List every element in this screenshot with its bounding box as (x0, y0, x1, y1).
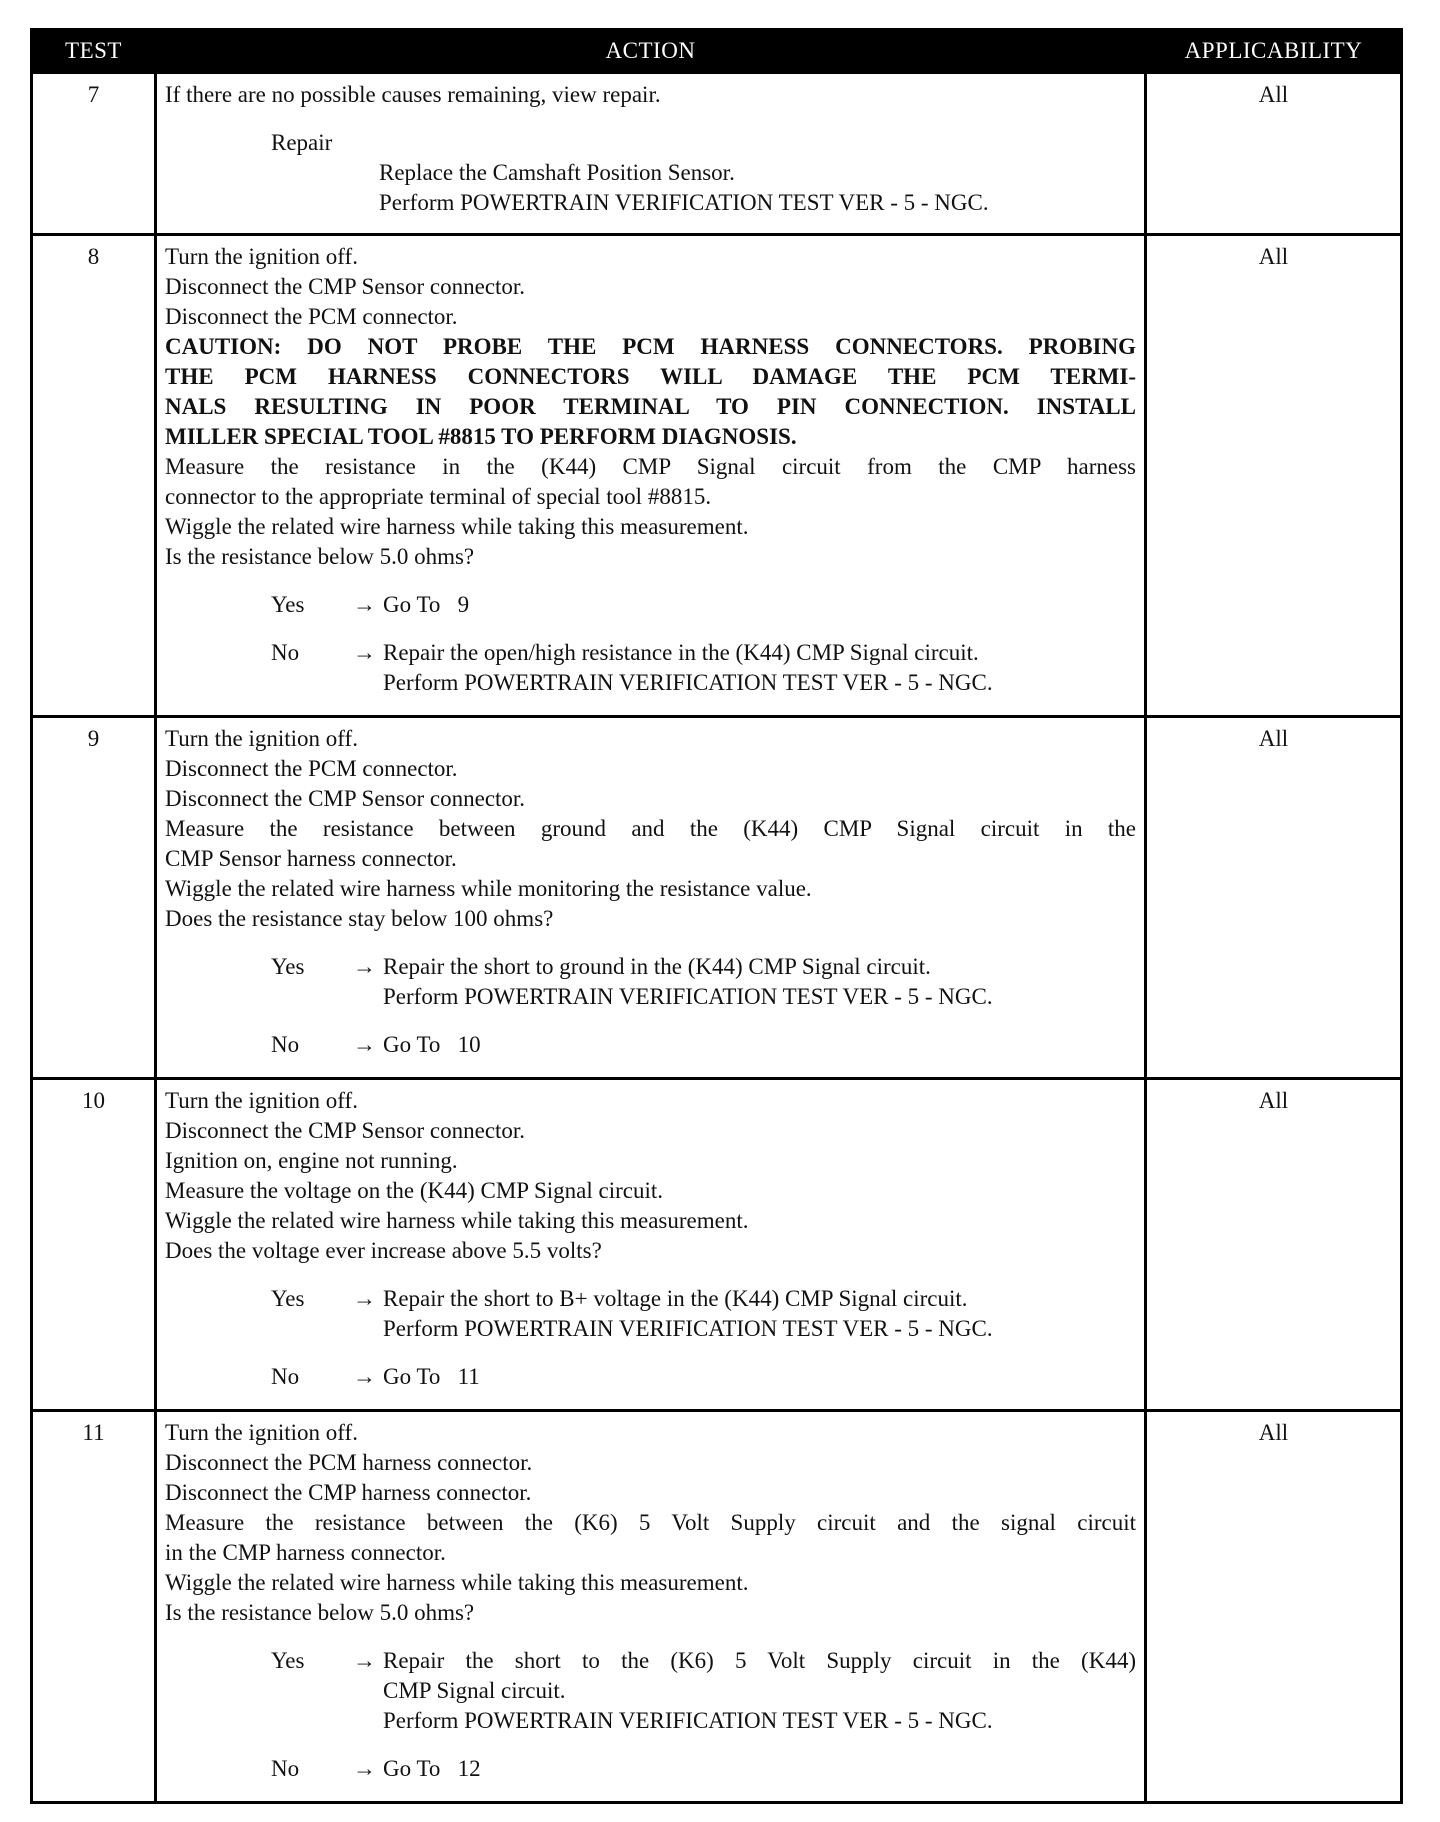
caution-line: THE PCM HARNESS CONNECTORS WILL DAMAGE THE PCM TERMI- (165, 364, 1136, 389)
answer-label: No (271, 640, 300, 665)
action-line: Is the resistance below 5.0 ohms? (165, 544, 475, 569)
answer-text: Go To 11 (383, 1364, 480, 1389)
arrow-icon: → (353, 1286, 376, 1311)
action-cell (156, 717, 1146, 1079)
action-line: Wiggle the related wire harness while taking this measurement. (165, 1208, 749, 1233)
answer-yes (271, 1284, 1136, 1344)
caution-line: CAUTION: DO NOT PROBE THE PCM HARNESS CONNECTORS. PROBING (165, 334, 1136, 359)
repair-label: Repair (271, 130, 333, 155)
answer-label: Yes (271, 954, 305, 979)
answer-text: Perform POWERTRAIN VERIFICATION TEST VER - 5 - NGC. (383, 984, 993, 1009)
action-line: Disconnect the PCM connector. (165, 304, 458, 329)
answer-label: No (271, 1756, 300, 1781)
test-number: 7 (32, 73, 156, 235)
test-number: 9 (32, 717, 156, 1079)
arrow-icon: → (353, 1032, 376, 1057)
arrow-icon: → (353, 1756, 376, 1781)
caution-line: MILLER SPECIAL TOOL #8815 TO PERFORM DIAGNOSIS. (165, 424, 797, 449)
answer-text: Repair the short to B+ voltage in the (K44) CMP Signal circuit. (383, 1286, 968, 1311)
arrow-icon: → (353, 640, 376, 665)
answer-text: Perform POWERTRAIN VERIFICATION TEST VER - 5 - NGC. (383, 670, 993, 695)
answer-label: No (271, 1364, 300, 1389)
action-line: Measure the resistance between ground and the (K44) CMP Signal circuit in the (165, 816, 1136, 841)
table-header-row (32, 30, 1402, 73)
test-number: 11 (32, 1411, 156, 1803)
header-applicability: APPLICABILITY (1146, 30, 1402, 73)
action-line: Disconnect the PCM harness connector. (165, 1450, 533, 1475)
applicability-cell: All (1146, 1411, 1402, 1803)
answer-text: CMP Signal circuit. (383, 1678, 566, 1703)
action-line: Wiggle the related wire harness while taking this measurement. (165, 514, 749, 539)
applicability-cell: All (1146, 73, 1402, 235)
action-line: Turn the ignition off. (165, 244, 358, 269)
repair-line: Perform POWERTRAIN VERIFICATION TEST VER - 5 - NGC. (379, 190, 989, 215)
action-line: CMP Sensor harness connector. (165, 846, 457, 871)
arrow-icon: → (353, 592, 376, 617)
answer-text: Perform POWERTRAIN VERIFICATION TEST VER - 5 - NGC. (383, 1316, 993, 1341)
action-line: If there are no possible causes remaining, view repair. (165, 82, 661, 107)
action-line: connector to the appropriate terminal of special tool #8815. (165, 484, 712, 509)
repair-block (271, 128, 1136, 218)
caution-notice (165, 332, 1136, 452)
caution-line: NALS RESULTING IN POOR TERMINAL TO PIN CONNECTION. INSTALL (165, 394, 1136, 419)
action-line: Disconnect the CMP harness connector. (165, 1480, 532, 1505)
table-row (32, 235, 1402, 717)
action-line: Disconnect the CMP Sensor connector. (165, 786, 526, 811)
answer-no (271, 1030, 1136, 1060)
header-test: TEST (32, 30, 156, 73)
action-line: Does the voltage ever increase above 5.5 volts? (165, 1238, 602, 1263)
table-row (32, 73, 1402, 235)
action-line: Measure the voltage on the (K44) CMP Signal circuit. (165, 1178, 664, 1203)
test-number: 10 (32, 1079, 156, 1411)
answer-label: No (271, 1032, 300, 1057)
action-line: Disconnect the CMP Sensor connector. (165, 274, 526, 299)
action-line: Does the resistance stay below 100 ohms? (165, 906, 554, 931)
answer-label: Yes (271, 1648, 305, 1673)
answer-text: Repair the short to ground in the (K44) CMP Signal circuit. (383, 954, 931, 979)
answer-text: Repair the open/high resistance in the (K44) CMP Signal circuit. (383, 640, 979, 665)
answer-label: Yes (271, 1286, 305, 1311)
action-line: Is the resistance below 5.0 ohms? (165, 1600, 475, 1625)
action-line: Ignition on, engine not running. (165, 1148, 458, 1173)
table-row (32, 1079, 1402, 1411)
applicability-cell: All (1146, 235, 1402, 717)
answer-yes (271, 952, 1136, 1012)
table-row (32, 717, 1402, 1079)
action-line: in the CMP harness connector. (165, 1540, 446, 1565)
action-line: Wiggle the related wire harness while monitoring the resistance value. (165, 876, 812, 901)
action-line: Turn the ignition off. (165, 726, 358, 751)
table-row (32, 1411, 1402, 1803)
diagnostic-sheet (30, 28, 1400, 1804)
arrow-icon: → (353, 954, 376, 979)
action-cell (156, 235, 1146, 717)
answer-text: Go To 12 (383, 1756, 481, 1781)
action-line: Disconnect the PCM connector. (165, 756, 458, 781)
arrow-icon: → (353, 1364, 376, 1389)
answer-text: Go To 10 (383, 1032, 481, 1057)
answer-yes (271, 590, 1136, 620)
action-line: Turn the ignition off. (165, 1088, 358, 1113)
header-action: ACTION (156, 30, 1146, 73)
diagnostic-table (30, 28, 1403, 1804)
test-number: 8 (32, 235, 156, 717)
action-cell (156, 1411, 1146, 1803)
answer-text: Go To 9 (383, 592, 470, 617)
answer-text: Perform POWERTRAIN VERIFICATION TEST VER - 5 - NGC. (383, 1708, 993, 1733)
action-line: Disconnect the CMP Sensor connector. (165, 1118, 526, 1143)
repair-line: Replace the Camshaft Position Sensor. (379, 160, 735, 185)
action-cell (156, 73, 1146, 235)
answer-text: Repair the short to the (K6) 5 Volt Supply circuit in the (K44) (383, 1648, 1136, 1673)
applicability-cell: All (1146, 1079, 1402, 1411)
action-line: Wiggle the related wire harness while taking this measurement. (165, 1570, 749, 1595)
action-cell (156, 1079, 1146, 1411)
action-line: Measure the resistance between the (K6) 5 Volt Supply circuit and the signal circuit (165, 1510, 1136, 1535)
answer-no (271, 638, 1136, 698)
applicability-cell: All (1146, 717, 1402, 1079)
answer-no (271, 1754, 1136, 1784)
answer-label: Yes (271, 592, 305, 617)
arrow-icon: → (353, 1648, 376, 1673)
action-line: Turn the ignition off. (165, 1420, 358, 1445)
answer-yes (271, 1646, 1136, 1736)
action-line: Measure the resistance in the (K44) CMP Signal circuit from the CMP harness (165, 454, 1136, 479)
answer-no (271, 1362, 1136, 1392)
